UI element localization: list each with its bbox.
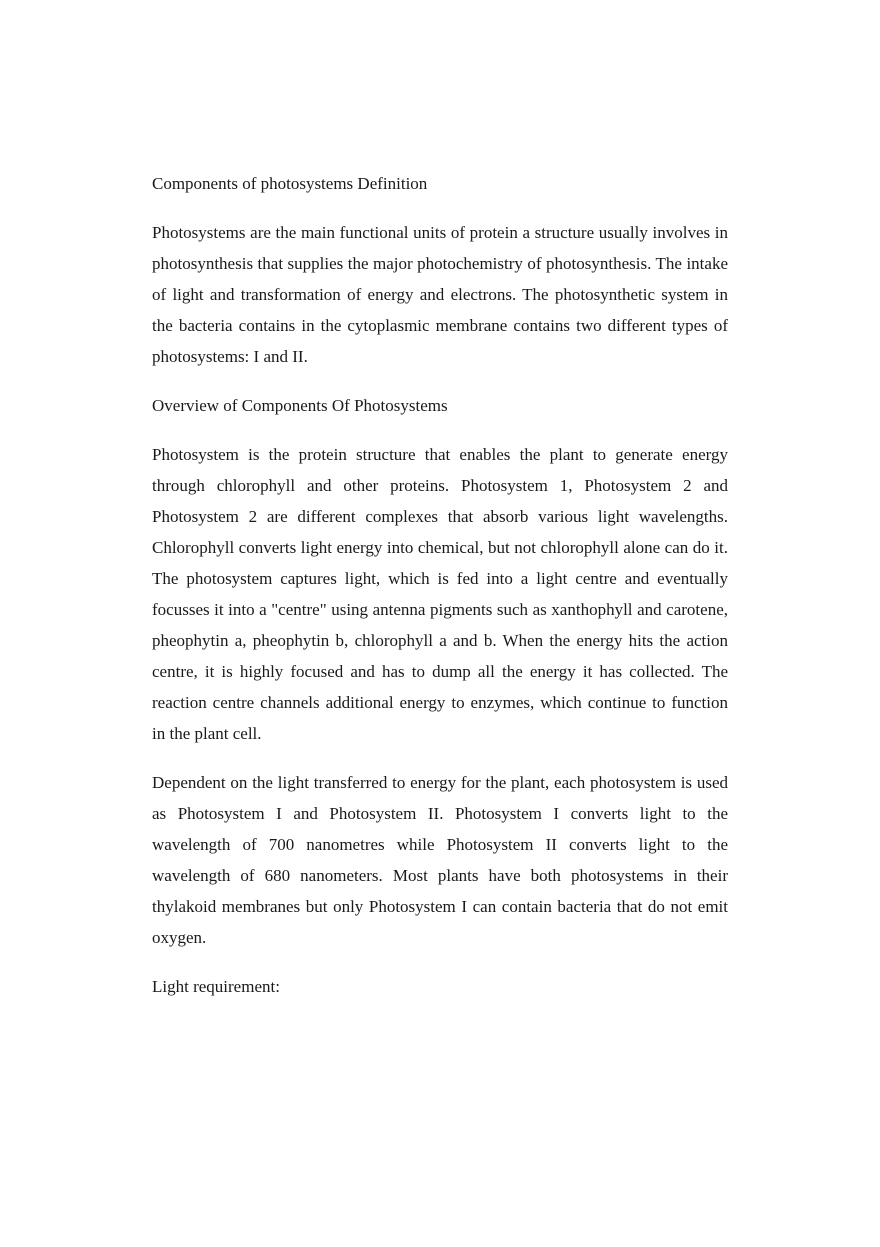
section-heading-definition: Components of photosystems Definition	[152, 174, 428, 193]
section-heading-light-requirement: Light requirement:	[152, 977, 280, 996]
section-heading-overview: Overview of Components Of Photosystems	[152, 396, 448, 415]
document-body	[152, 168, 728, 1020]
paragraph-wavelengths: Dependent on the light transferred to energy for the plant, each photosystem is used as Photosystem I and Photosystem II. Photosystem I converts light to the wavelength of 700 nanometres while Photosystem II converts light to the wavelength of 680 nanometers. Most plants have both photosystems in their thylakoid membranes but only Photosystem I can contain bacteria that do not emit oxygen.	[152, 773, 728, 947]
paragraph-definition: Photosystems are the main functional units of protein a structure usually involves in photosynthesis that supplies the major photochemistry of photosynthesis. The intake of light and transformation of energy and electrons. The photosynthetic system in the bacteria contains in the cytoplasmic membrane contains two different types of photosystems: I and II.	[152, 223, 728, 366]
paragraph-overview: Photosystem is the protein structure that enables the plant to generate energy through chlorophyll and other proteins. Photosystem 1, Photosystem 2 and Photosystem 2 are different complexes that absorb various light wavelengths. Chlorophyll converts light energy into chemical, but not chlorophyll alone can do it. The photosystem captures light, which is fed into a light centre and eventually focusses it into a "centre" using antenna pigments such as xanthophyll and carotene, pheophytin a, pheophytin b, chlorophyll a and b. When the energy hits the action centre, it is highly focused and has to dump all the energy it has collected. The reaction centre channels additional energy to enzymes, which continue to function in the plant cell.	[152, 445, 728, 743]
